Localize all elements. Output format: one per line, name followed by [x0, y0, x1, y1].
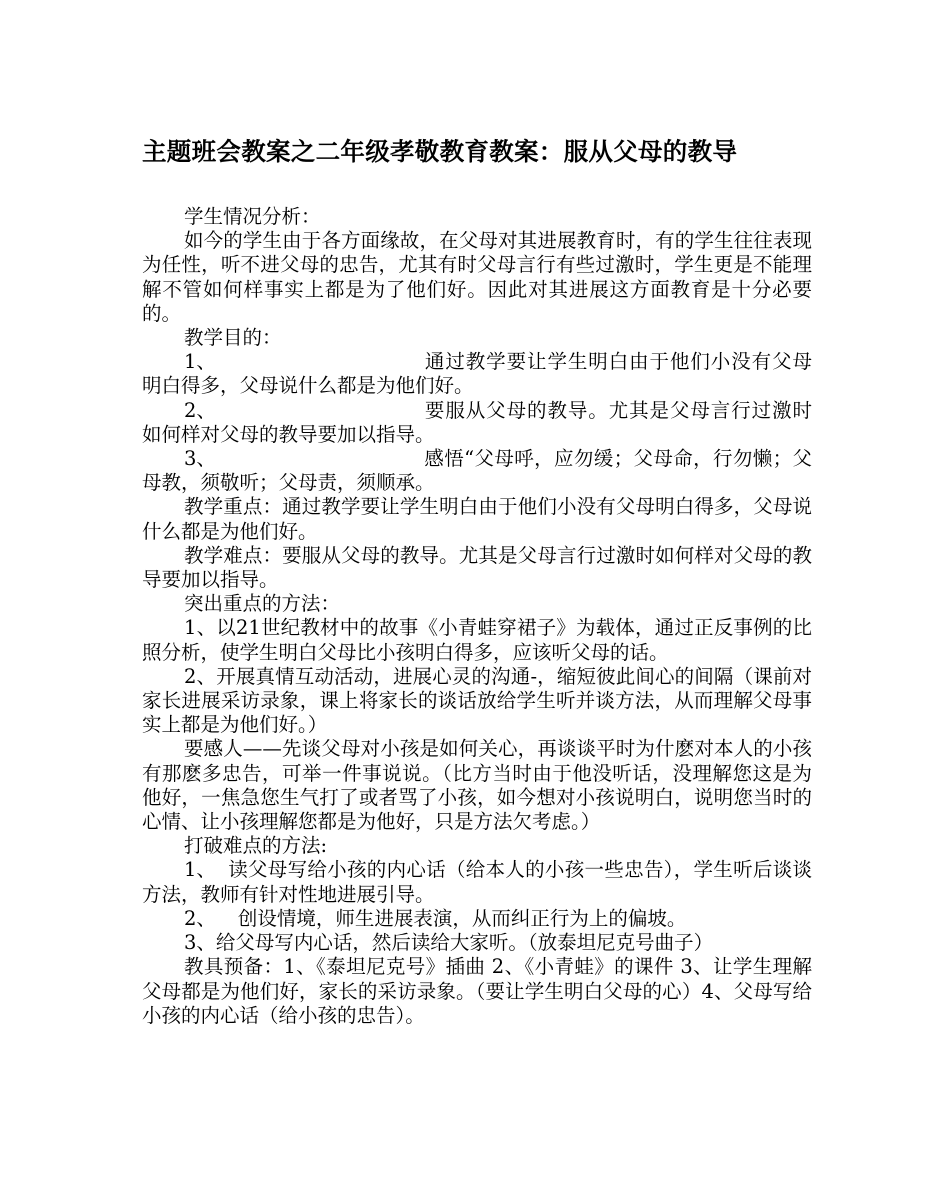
objective-item	[142, 447, 812, 495]
difficulty-method-number: 2、	[184, 906, 216, 930]
key-point-paragraph: 教学重点：通过教学要让学生明白由于他们小没有父母明白得多，父母说什么都是为他们好。	[142, 495, 812, 543]
objective-text: 通过教学要让学生明白由于他们小没有父母明白得多，父母说什么都是为他们好。	[142, 350, 812, 398]
section-heading-teaching-goals: 教学目的：	[184, 326, 282, 350]
difficulty-method-item: 3、给父母写内心话，然后读给大家听。（放泰坦尼克号曲子）	[184, 931, 714, 955]
objective-number: 2、	[184, 398, 216, 422]
document-title: 主题班会教案之二年级孝敬教育教案：服从父母的教导	[142, 137, 738, 166]
key-method-item: 2、开展真情互动活动，进展心灵的沟通-，缩短彼此间心的间隔（课前对家长进展采访录象，课上将家长的谈话放给学生听并谈方法，从而理解父母事实上都是为他们好。）	[142, 664, 812, 737]
difficulty-method-number: 1、	[184, 858, 216, 882]
key-method-heading: 突出重点的方法：	[184, 592, 341, 616]
student-analysis-paragraph: 如今的学生由于各方面缘故，在父母对其进展教育时，有的学生往往表现为任性，听不进父母的忠告，尤其有时父母言行有些过激时，学生更是不能理解不管如何样事实上都是为了他们好。因此对其进展这方面教育是十分必要的。	[142, 229, 812, 325]
difficulty-method-text: 创设情境，师生进展表演，从而纠正行为上的偏坡。	[237, 906, 687, 930]
objective-item	[142, 350, 812, 398]
document-body	[142, 205, 812, 1028]
key-method-item: 要感人——先谈父母对小孩是如何关心，再谈谈平时为什麽对本人的小孩有那麽多忠告，可举一件事说说。（比方当时由于他没听话，没理解您这是为他好，一焦急您生气打了或者骂了小孩，如今想对小孩说明白，说明您当时的心情、让小孩理解您都是为他好，只是方法欠考虑。）	[142, 737, 812, 834]
objective-item	[142, 399, 812, 447]
difficulty-method-item	[142, 907, 812, 931]
difficulty-method-text: 读父母写给小孩的内心话（给本人的小孩一些忠告），学生听后谈谈方法，教师有针对性地进展引导。	[142, 858, 812, 906]
difficulty-method-heading: 打破难点的方法:	[184, 834, 328, 858]
teaching-aids-paragraph: 教具预备：1、《泰坦尼克号》插曲 2、《小青蛙》的课件 3、让学生理解父母都是为他们好，家长的采访录象。（要让学生明白父母的心）4、父母写给小孩的内心话（给小孩的忠告）。	[142, 955, 812, 1027]
objective-number: 3、	[184, 447, 216, 471]
difficulty-paragraph: 教学难点：要服从父母的教导。尤其是父母言行过激时如何样对父母的教导要加以指导。	[142, 543, 812, 592]
objective-text: 感悟“父母呼，应勿缓；父母命，行勿懒；父母教，须敬听；父母责，须顺承。	[142, 447, 812, 495]
objective-text: 要服从父母的教导。尤其是父母言行过激时如何样对父母的教导要加以指导。	[142, 398, 812, 446]
section-heading-student-analysis: 学生情况分析：	[184, 205, 321, 228]
key-method-item: 1、以21世纪教材中的故事《小青蛙穿裙子》为载体，通过正反事例的比照分析，使学生明白父母比小孩明白得多，应该听父母的话。	[142, 616, 812, 664]
objective-number: 1、	[184, 350, 216, 374]
difficulty-method-item	[142, 858, 812, 906]
